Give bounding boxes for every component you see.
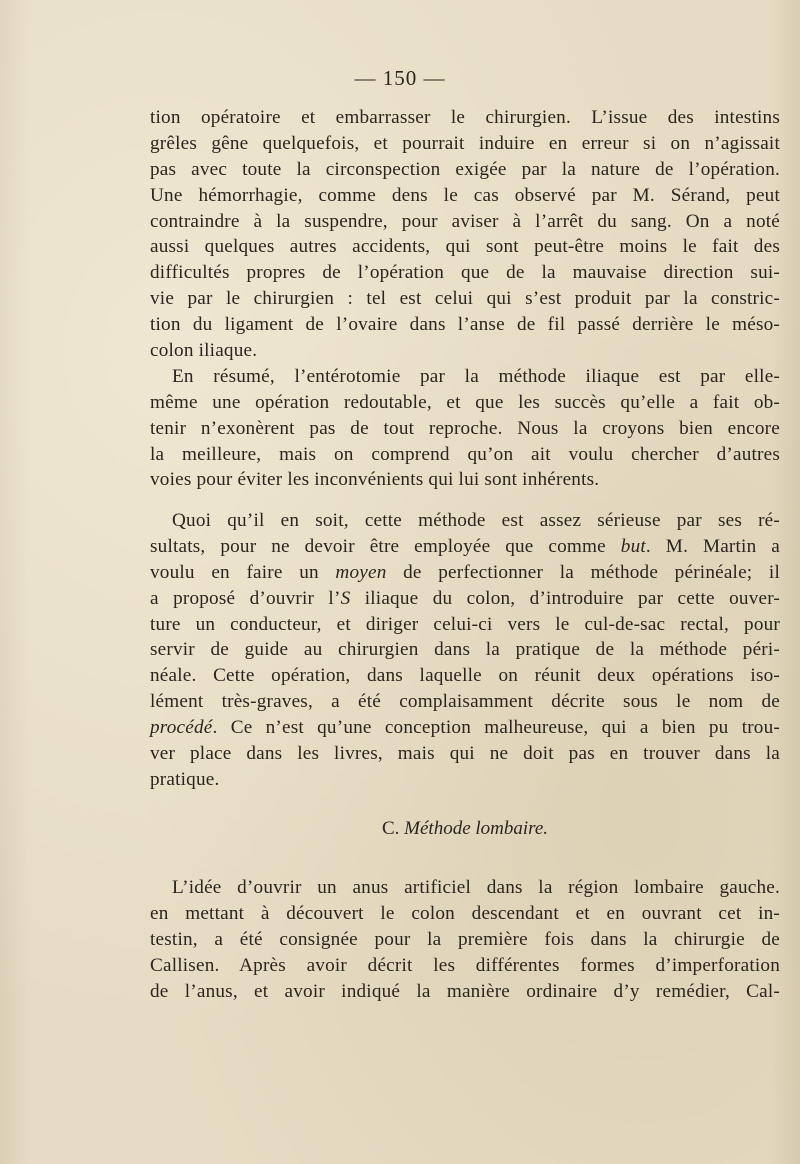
paragraph-4 bbox=[150, 875, 780, 1004]
text-line: pas avec toute la circonspection exigée par la nature de l’opération. bbox=[150, 158, 780, 180]
text-line: Une hémorrhagie, comme dens le cas observé par M. Sérand, peut bbox=[150, 184, 780, 206]
text-line: contraindre à la suspendre, pour aviser à l’arrêt du sang. On a noté bbox=[150, 210, 780, 232]
text-line bbox=[150, 715, 780, 741]
paragraph-3 bbox=[150, 508, 780, 793]
text-segment: . Ce n’est qu’une conception malheureuse, qui a bien pu trou- bbox=[212, 717, 780, 739]
text-line: grêles gêne quelquefois, et pourrait induire en erreur si on n’agissait bbox=[150, 132, 780, 154]
text-line: ver place dans les livres, mais qui ne doit pas en trouver dans la bbox=[150, 743, 780, 765]
text-line bbox=[150, 560, 780, 586]
text-line: ture un conducteur, et diriger celui-ci vers le cul-de-sac rectal, pour bbox=[150, 613, 780, 635]
text-line: tenir n’exonèrent pas de tout reproche. Nous la croyons bien encore bbox=[150, 417, 780, 439]
text-line: pratique. bbox=[150, 768, 220, 790]
text-line: néale. Cette opération, dans laquelle on réunit deux opérations iso- bbox=[150, 665, 780, 687]
text-segment: de perfectionner la méthode périnéale; il bbox=[386, 561, 780, 583]
text-line: L’idée d’ouvrir un anus artificiel dans la région lombaire gauche. bbox=[172, 877, 780, 898]
page-number: — 150 — bbox=[354, 66, 446, 90]
text-segment: iliaque du colon, d’introduire par cette ouver- bbox=[350, 587, 780, 609]
text-segment: a proposé d’ouvrir l’ bbox=[150, 587, 341, 609]
text-segment: voulu en faire un bbox=[150, 561, 336, 583]
text-line bbox=[150, 586, 780, 612]
text-line: servir de guide au chirurgien dans la pratique de la méthode péri- bbox=[150, 639, 780, 661]
text-line: aussi quelques autres accidents, qui sont peut-être moins le fait des bbox=[150, 236, 780, 258]
text-line: la meilleure, mais on comprend qu’on ait voulu chercher d’autres bbox=[150, 443, 780, 465]
section-heading bbox=[150, 818, 780, 840]
text-line: tion du ligament de l’ovaire dans l’anse de fil passé derrière le méso- bbox=[150, 314, 780, 336]
text-line bbox=[150, 534, 780, 560]
italic-word: S bbox=[340, 587, 351, 609]
text-line: tion opératoire et embarrasser le chirurgien. L’issue des intestins bbox=[150, 107, 780, 128]
text-line: voies pour éviter les inconvénients qui lui sont inhérents. bbox=[150, 469, 600, 491]
text-line: Callisen. Après avoir décrit les différentes formes d’imperforation bbox=[150, 954, 780, 976]
section-title: Méthode lombaire. bbox=[404, 818, 549, 839]
text-line: de l’anus, et avoir indiqué la manière ordinaire d’y remédier, Cal- bbox=[150, 980, 780, 1002]
text-line: colon iliaque. bbox=[150, 340, 258, 362]
text-line: lément très-graves, a été complaisamment décrite sous le nom de bbox=[150, 691, 780, 713]
paragraph-1 bbox=[150, 105, 780, 493]
text-segment: . M. Martin a bbox=[645, 535, 780, 557]
text-line: en mettant à découvert le colon descendant et en ouvrant cet in- bbox=[150, 902, 780, 924]
text-line: Quoi qu’il en soit, cette méthode est assez sérieuse par ses ré- bbox=[172, 510, 780, 531]
text-line: En résumé, l’entérotomie par la méthode iliaque est par elle- bbox=[172, 365, 780, 387]
text-line: vie par le chirurgien : tel est celui qui s’est produit par la constric- bbox=[150, 288, 780, 310]
section-letter: C. bbox=[381, 818, 400, 839]
text-line: difficultés propres de l’opération que de la mauvaise direction sui- bbox=[150, 262, 780, 284]
italic-word: procédé bbox=[150, 717, 213, 739]
italic-word: moyen bbox=[335, 561, 387, 583]
text-segment: sultats, pour ne devoir être employée que comme bbox=[150, 535, 621, 557]
text-line: même une opération redoutable, et que les succès qu’elle a fait ob- bbox=[150, 391, 780, 413]
italic-word: but bbox=[620, 535, 646, 557]
text-line: testin, a été consignée pour la première fois dans la chirurgie de bbox=[150, 928, 780, 950]
